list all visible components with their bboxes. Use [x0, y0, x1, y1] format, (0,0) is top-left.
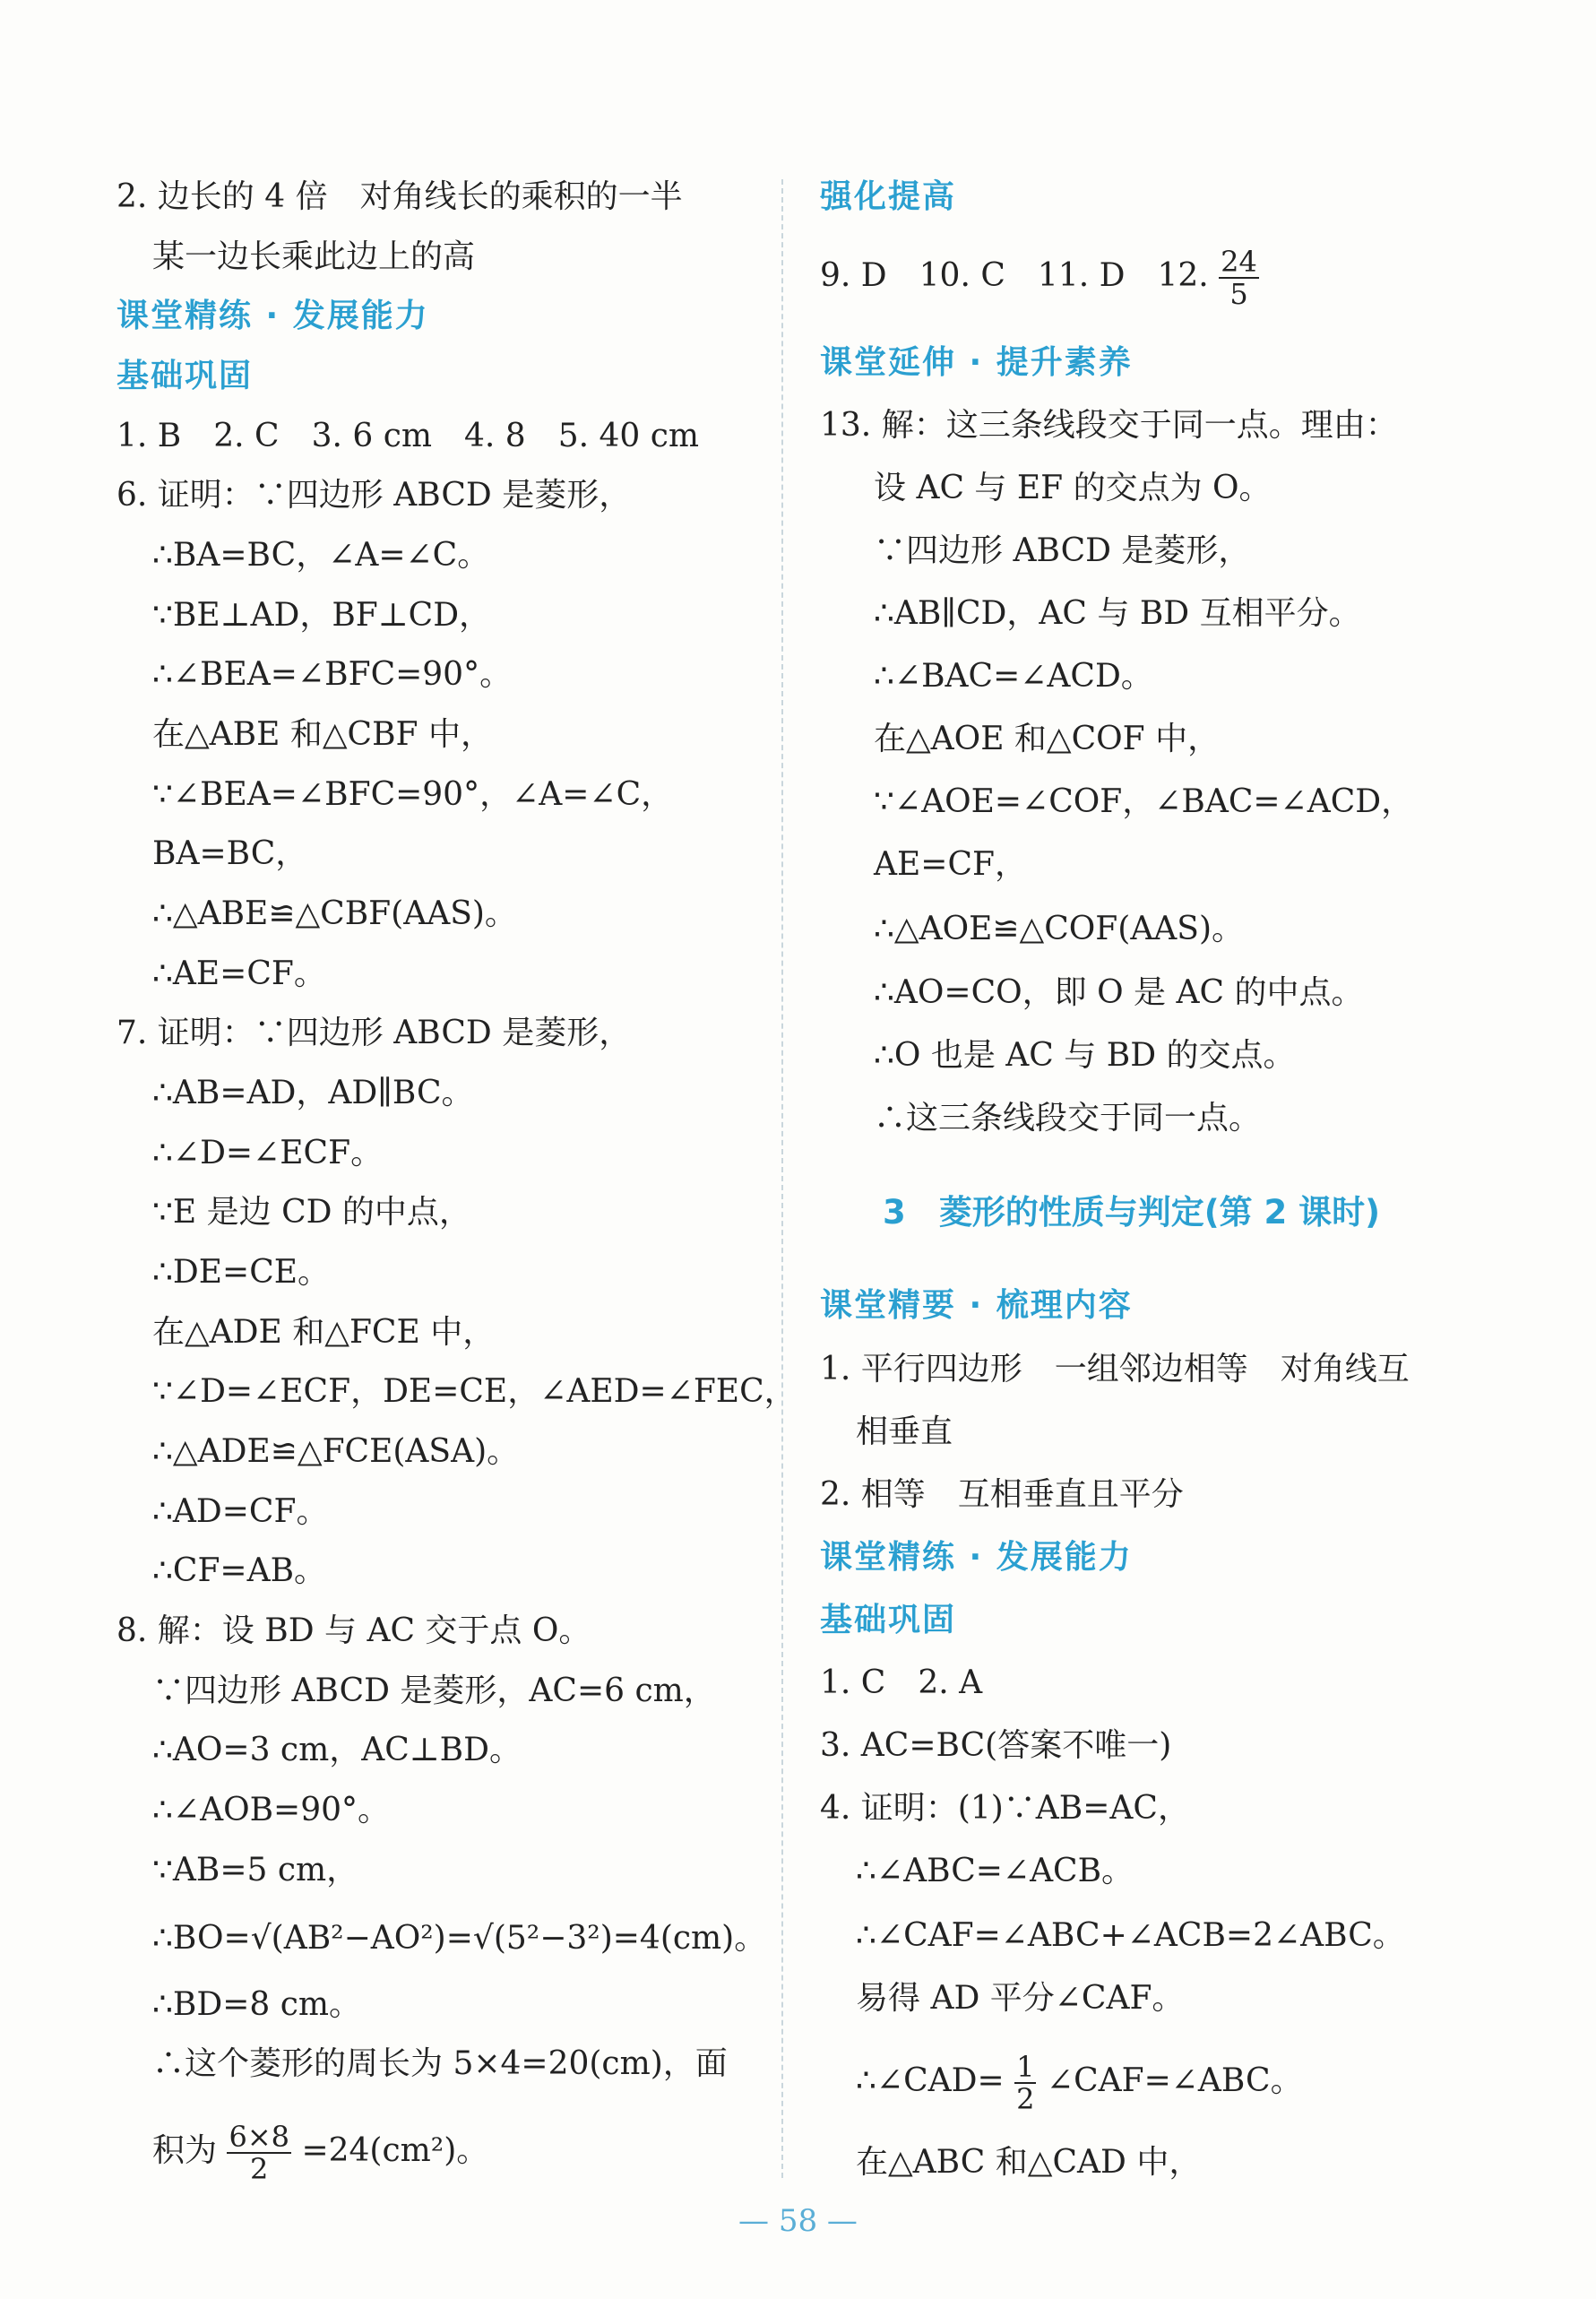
text-line: 2. 相等 互相垂直且平分 [820, 1476, 1184, 1513]
fraction-numerator: 24 [1221, 245, 1257, 279]
text-segment: 9. D 10. C 11. D 12. [820, 257, 1209, 294]
text-line: ∴AO=CO，即 O 是 AC 的中点。 [874, 974, 1364, 1011]
text-line: 在△ABC 和△CAD 中， [856, 2144, 1202, 2181]
lesson-title: 3 菱形的性质与判定(第 2 课时) [883, 1193, 1381, 1232]
text-segment: ∴∠CAD= [856, 2062, 1005, 2099]
text-line: ∴∠AOB=90°。 [152, 1792, 391, 1828]
text-line: ∴AE=CF。 [152, 955, 326, 992]
text-line: ∵四边形 ABCD 是菱形， [874, 532, 1251, 569]
text-line: ∴这个菱形的周长为 5×4=20(cm)，面 [152, 2045, 728, 2082]
fraction-numerator: 6×8 [229, 2120, 289, 2154]
text-line: ∴BA=BC，∠A=∠C。 [152, 537, 490, 574]
fraction [1219, 246, 1259, 309]
fraction-denominator: 2 [250, 2152, 269, 2186]
text-segment: ∠CAF=∠ABC。 [1046, 2062, 1303, 2099]
page-number: — 58 — [738, 2203, 858, 2239]
text-line: 7. 证明：∵四边形 ABCD 是菱形， [116, 1015, 632, 1051]
fraction [227, 2122, 291, 2184]
text-line: ∴CF=AB。 [152, 1552, 327, 1589]
text-line: ∴∠ABC=∠ACB。 [856, 1853, 1134, 1889]
text-line: ∵四边形 ABCD 是菱形，AC=6 cm， [152, 1672, 716, 1709]
text-line: 设 AC 与 EF 的交点为 O。 [874, 470, 1272, 506]
text-line: ∴△ADE≌△FCE(ASA)。 [152, 1433, 520, 1470]
text-line: 8. 解：设 BD 与 AC 交于点 O。 [116, 1612, 591, 1649]
text-line: 2. 边长的 4 倍 对角线长的乘积的一半 [116, 178, 683, 215]
text-line: ∴∠D=∠ECF。 [152, 1135, 384, 1171]
text-line: ∴AD=CF。 [152, 1493, 329, 1530]
text-line: ∵∠D=∠ECF，DE=CE，∠AED=∠FEC， [152, 1373, 797, 1410]
fraction-denominator: 2 [1016, 2082, 1035, 2116]
text-line: BA=BC， [152, 835, 308, 872]
text-line: ∵BE⊥AD，BF⊥CD， [152, 597, 492, 634]
section-heading: 课堂精练 · 发展能力 [820, 1539, 1133, 1576]
text-line: ∵∠AOE=∠COF，∠BAC=∠ACD， [874, 783, 1414, 820]
column-divider [781, 179, 783, 2178]
text-line: ∴这三条线段交于同一点。 [874, 1100, 1262, 1137]
text-line: 在△ABE 和△CBF 中， [152, 716, 493, 753]
text-segment: 积为 [152, 2132, 218, 2169]
text-line: 3. AC=BC(答案不唯一) [820, 1727, 1172, 1764]
formula-line [856, 2045, 1303, 2117]
fraction-denominator: 5 [1229, 277, 1248, 311]
area-line [152, 2115, 488, 2187]
text-line: ∴∠CAF=∠ABC+∠ACB=2∠ABC。 [856, 1917, 1405, 1954]
text-line: 4. 证明：(1)∵AB=AC， [820, 1790, 1190, 1827]
answer-line [820, 240, 1259, 312]
text-line: 6. 证明：∵四边形 ABCD 是菱形， [116, 477, 632, 514]
text-line: ∴∠BAC=∠ACD。 [874, 658, 1153, 695]
text-line: AE=CF， [874, 846, 1027, 883]
section-heading: 课堂精要 · 梳理内容 [820, 1287, 1133, 1324]
text-line: 在△AOE 和△COF 中， [874, 721, 1221, 757]
fraction [1014, 2052, 1036, 2114]
text-line: ∵E 是边 CD 的中点， [152, 1194, 471, 1231]
text-line: ∴∠BEA=∠BFC=90°。 [152, 656, 513, 693]
text-line: ∴O 也是 AC 与 BD 的交点。 [874, 1037, 1296, 1074]
section-heading: 强化提高 [820, 178, 957, 215]
text-line: ∴△ABE≌△CBF(AAS)。 [152, 895, 517, 932]
section-heading: 基础巩固 [820, 1602, 957, 1638]
text-line: ∴AB=AD，AD∥BC。 [152, 1075, 474, 1111]
section-heading: 课堂精练 · 发展能力 [116, 298, 429, 334]
section-heading: 课堂延伸 · 提升素养 [820, 344, 1133, 381]
text-line: 13. 解：这三条线段交于同一点。理由： [820, 407, 1398, 444]
text-line: 某一边长乘此边上的高 [152, 238, 476, 275]
text-line: ∴AB∥CD，AC 与 BD 互相平分。 [874, 595, 1361, 632]
answer-line: 1. C 2. A [820, 1664, 983, 1701]
text-line: ∵AB=5 cm， [152, 1852, 359, 1888]
fraction-numerator: 1 [1016, 2050, 1035, 2084]
section-heading: 基础巩固 [116, 358, 254, 394]
text-line: ∴△AOE≌△COF(AAS)。 [874, 911, 1245, 947]
text-segment: =24(cm²)。 [301, 2132, 489, 2169]
text-line: 易得 AD 平分∠CAF。 [856, 1980, 1185, 2017]
answer-line: 1. B 2. C 3. 6 cm 4. 8 5. 40 cm [116, 418, 700, 454]
formula-line: ∴BO=√(AB²−AO²)=√(5²−3²)=4(cm)。 [152, 1920, 767, 1957]
text-line: ∴AO=3 cm，AC⊥BD。 [152, 1732, 522, 1768]
text-line: 相垂直 [856, 1413, 953, 1450]
text-line: 在△ADE 和△FCE 中， [152, 1314, 496, 1351]
text-line: ∵∠BEA=∠BFC=90°，∠A=∠C， [152, 776, 674, 813]
text-line: 1. 平行四边形 一组邻边相等 对角线互 [820, 1351, 1410, 1387]
text-line: ∴DE=CE。 [152, 1254, 331, 1291]
text-line: ∴BD=8 cm。 [152, 1986, 362, 2023]
